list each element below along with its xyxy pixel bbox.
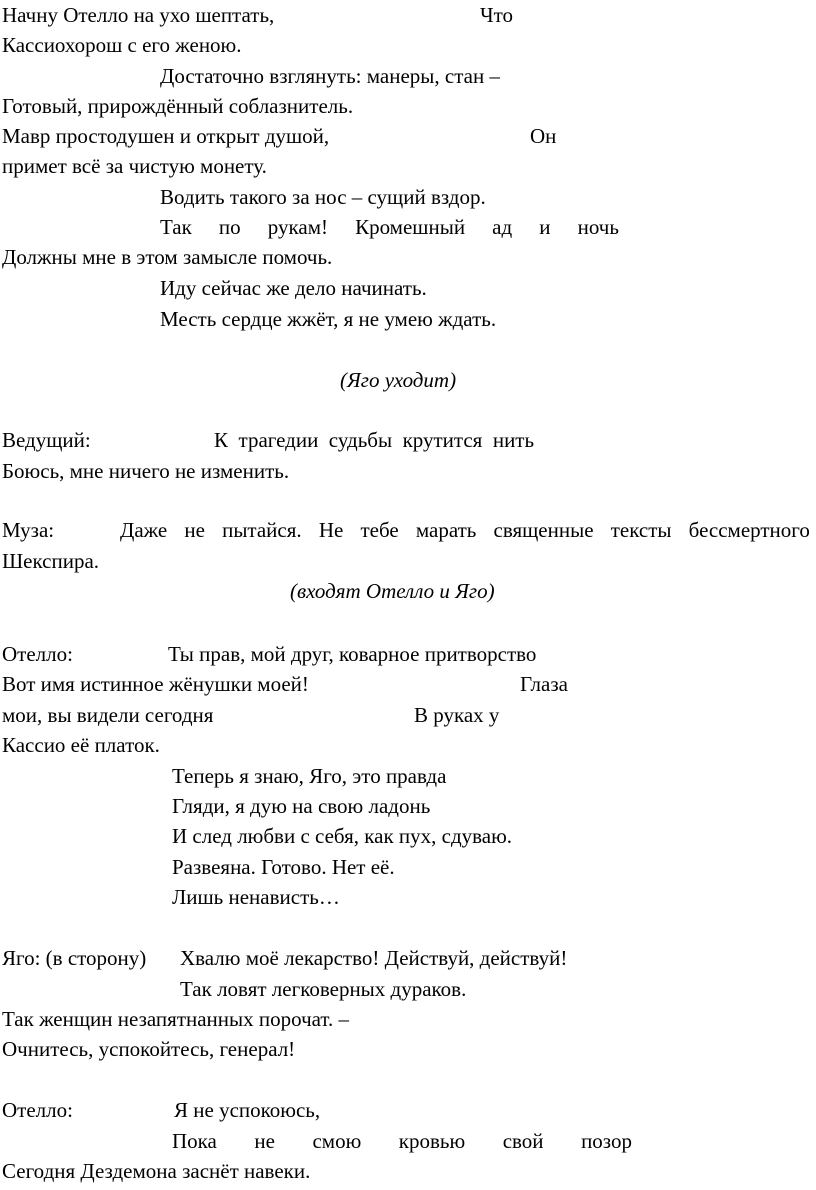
text-line: Кассиохорош с его женою. <box>2 33 242 57</box>
word: рукам! <box>267 215 328 239</box>
text-line <box>2 122 557 151</box>
word: священные <box>493 518 594 542</box>
text-line-justified <box>160 213 619 242</box>
speech-text: К трагедии судьбы крутится нить <box>214 428 535 452</box>
word: тексты <box>610 518 672 542</box>
speaker-name: Яго: (в сторону) <box>2 946 147 970</box>
speech-text: Ты прав, мой друг, коварное притворство <box>168 642 537 666</box>
word: тебе <box>360 518 399 542</box>
word: Так <box>160 215 192 239</box>
speaker-line <box>2 1096 321 1125</box>
text-line: Развеяна. Готово. Нет её. <box>172 855 395 879</box>
text-fragment: В руках у <box>414 703 500 727</box>
text-line: Сегодня Дездемона заснёт навеки. <box>2 1159 311 1183</box>
text-fragment: Он <box>530 124 557 148</box>
word: по <box>218 215 241 239</box>
text-line: Так ловят легковерных дураков. <box>180 977 467 1001</box>
word: Не <box>318 518 344 542</box>
text-line: примет всё за чистую монету. <box>2 154 267 178</box>
text-line: Шекспира. <box>2 549 100 573</box>
word: пытайся. <box>222 518 302 542</box>
text-line: Готовый, прирождённый соблазнитель. <box>2 94 354 118</box>
text-line: Достаточно взглянуть: манеры, стан – <box>160 64 500 88</box>
text-fragment: мои, вы видели сегодня <box>2 703 214 727</box>
text-fragment: Вот имя истинное жёнушки моей! <box>2 672 309 696</box>
speech-text: Я не успокоюсь, <box>174 1098 321 1122</box>
word: марать <box>415 518 477 542</box>
text-line: Кассио её платок. <box>2 733 160 757</box>
word: не <box>254 1129 275 1153</box>
text-line: Водить такого за нос – сущий вздор. <box>160 185 486 209</box>
text-line: Иду сейчас же дело начинать. <box>160 276 427 300</box>
speaker-line <box>2 426 535 455</box>
speaker-name: Муза: <box>2 518 55 542</box>
speech-text-justified <box>120 516 810 545</box>
text-line: Гляди, я дую на свою ладонь <box>172 794 431 818</box>
text-line: Очнитесь, успокойтесь, генерал! <box>2 1037 296 1061</box>
text-fragment: Что <box>480 3 514 27</box>
text-fragment: Мавр простодушен и открыт душой, <box>2 124 330 148</box>
word: Кромешный <box>355 215 466 239</box>
text-line: Теперь я знаю, Яго, это правда <box>172 764 447 788</box>
speaker-line <box>2 944 568 973</box>
word: не <box>184 518 205 542</box>
text-line-justified <box>172 1127 632 1156</box>
word: позор <box>581 1129 632 1153</box>
text-line: Должны мне в этом замысле помочь. <box>2 245 333 269</box>
speaker-name: Отелло: <box>2 642 73 666</box>
speaker-name: Отелло: <box>2 1098 73 1122</box>
text-line <box>2 1 514 30</box>
text-line: Месть сердце жжёт, я не умею ждать. <box>160 307 497 331</box>
stage-direction: (Яго уходит) <box>340 368 457 392</box>
text-fragment: Глаза <box>520 672 568 696</box>
word: кровью <box>398 1129 466 1153</box>
text-line: Лишь ненависть… <box>172 885 340 909</box>
text-line <box>2 701 500 730</box>
word: Пока <box>172 1129 217 1153</box>
text-line: Так женщин незапятнанных порочат. – <box>2 1007 350 1031</box>
stage-direction: (входят Отелло и Яго) <box>290 579 495 603</box>
text-fragment: Начну Отелло на ухо шептать, <box>2 3 275 27</box>
word: ад <box>492 215 513 239</box>
word: и <box>539 215 551 239</box>
speaker-name: Ведущий: <box>2 428 91 452</box>
word: ночь <box>577 215 619 239</box>
word: смою <box>312 1129 362 1153</box>
word: бессмертного <box>688 518 810 542</box>
text-line: И след любви с себя, как пух, сдуваю. <box>172 824 513 848</box>
text-line: Боюсь, мне ничего не изменить. <box>2 459 290 483</box>
word: Даже <box>120 518 168 542</box>
text-line <box>2 670 568 699</box>
word: свой <box>502 1129 544 1153</box>
speaker-line <box>2 516 54 545</box>
speech-text: Хвалю моё лекарство! Действуй, действуй! <box>180 946 568 970</box>
speaker-line <box>2 640 537 669</box>
